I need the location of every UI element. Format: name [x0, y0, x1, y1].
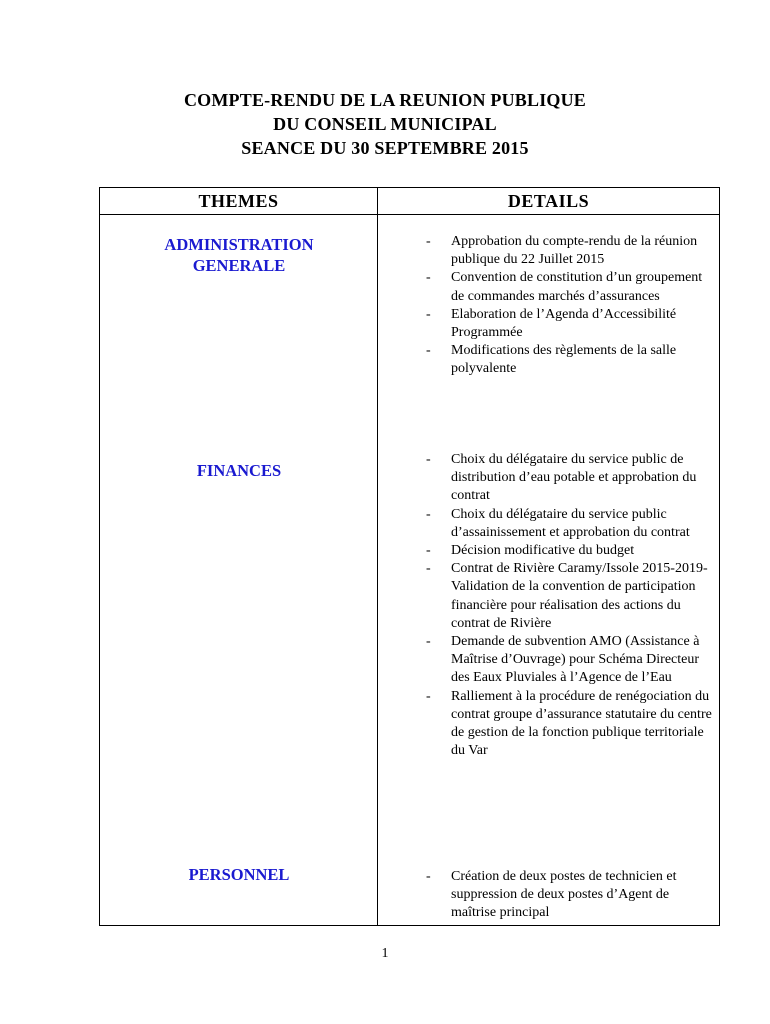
document-title — [0, 88, 770, 160]
list-item: - Contrat de Rivière Caramy/Issole 2015-2019- Validation de la convention de participation financière pour réalisation des actions du contrat de Rivière — [426, 561, 708, 631]
list-item: - Elaboration de l’Agenda d’Accessibilité Programmée — [426, 306, 677, 341]
list-item: - Demande de subvention AMO (Assistance à Maîtrise d’Ouvrage) pour Schéma Directeur des Eaux Pluviales à l’Agence de l’Eau — [426, 634, 700, 686]
list-item: - Décision modificative du budget — [426, 543, 635, 559]
list-item: - Choix du délégataire du service public de distribution d’eau potable et approbation du contrat — [426, 452, 697, 504]
page-number: 1 — [381, 946, 389, 961]
header-details: DETAILS — [378, 188, 720, 215]
list-item: - Modifications des règlements de la salle polyvalente — [426, 343, 677, 377]
title-line-3: SEANCE DU 30 SEPTEMBRE 2015 — [241, 138, 529, 158]
details-column — [378, 215, 720, 926]
theme-administration-generale: ADMINISTRATION GENERALE — [164, 235, 314, 275]
themes-column — [100, 215, 378, 926]
list-item: - Création de deux postes de technicien et suppression de deux postes d’Agent de maîtrise principal — [426, 869, 677, 921]
details-list-finances — [426, 451, 716, 760]
title-line-2: DU CONSEIL MUNICIPAL — [273, 114, 497, 134]
theme-personnel: PERSONNEL — [188, 865, 290, 884]
title-line-1: COMPTE-RENDU DE LA REUNION PUBLIQUE — [183, 90, 587, 110]
agenda-table — [99, 187, 720, 926]
list-item: - Convention de constitution d’un groupement de commandes marchés d’assurances — [426, 270, 703, 304]
list-item: - Ralliement à la procédure de renégociation du contrat groupe d’assurance statutaire du centre de gestion de la fonction publique territoriale du Var — [426, 688, 712, 759]
details-list-administration — [426, 233, 716, 379]
theme-finances: FINANCES — [196, 461, 282, 480]
header-themes: THEMES — [100, 188, 378, 215]
list-item: - Choix du délégataire du service public d’assainissement et approbation du contrat — [426, 506, 690, 540]
details-list-personnel — [426, 868, 716, 923]
list-item: - Approbation du compte-rendu de la réunion publique du 22 Juillet 2015 — [426, 234, 698, 268]
